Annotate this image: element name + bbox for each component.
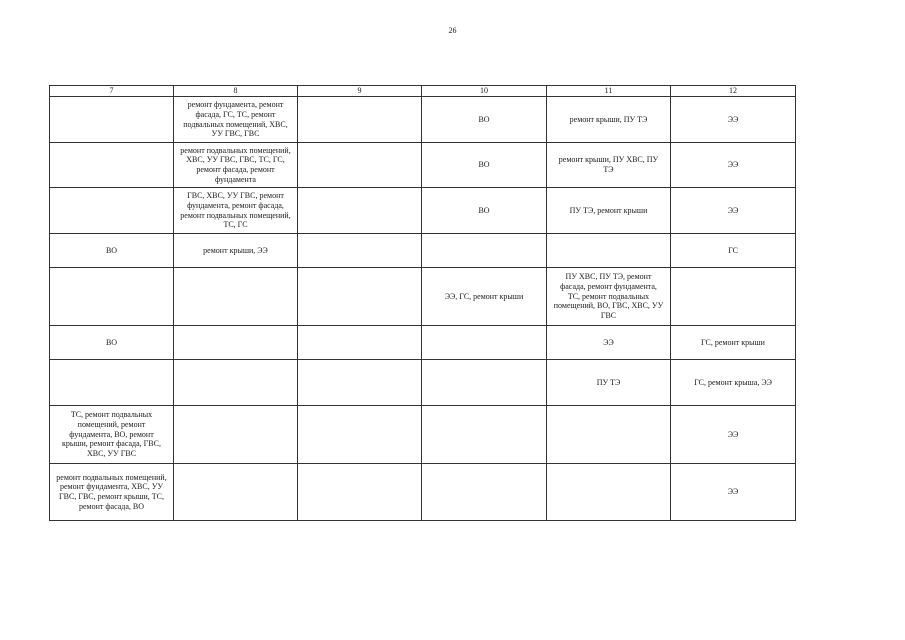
table-cell [50, 188, 174, 234]
table-cell: ВО [422, 97, 547, 143]
table-cell [298, 234, 422, 268]
column-header: 7 [50, 86, 174, 97]
table-cell: ГВС, ХВС, УУ ГВС, ремонт фундамента, ремонт фасада, ремонт подвальных помещений, ТС, ГС [174, 188, 298, 234]
table-cell [422, 326, 547, 360]
table-cell [298, 464, 422, 521]
table-cell [547, 406, 671, 464]
table-cell [174, 268, 298, 326]
table-cell [298, 188, 422, 234]
table-cell [50, 268, 174, 326]
table-cell [50, 360, 174, 406]
table-cell: ремонт крыши, ПУ ТЭ [547, 97, 671, 143]
table-cell: ПУ ТЭ, ремонт крыши [547, 188, 671, 234]
table-cell [547, 234, 671, 268]
table-cell: ВО [422, 143, 547, 188]
table-cell [422, 406, 547, 464]
table-row [50, 234, 796, 268]
column-header: 11 [547, 86, 671, 97]
page-number: 26 [448, 26, 457, 35]
table-row [50, 268, 796, 326]
table-cell [547, 464, 671, 521]
table-cell [298, 97, 422, 143]
column-header: 9 [298, 86, 422, 97]
table-cell: ЭЭ [671, 464, 796, 521]
table-cell [298, 268, 422, 326]
table-cell: ЭЭ [671, 406, 796, 464]
data-table [49, 85, 796, 521]
table-cell: ПУ ХВС, ПУ ТЭ, ремонт фасада, ремонт фундамента, ТС, ремонт подвальных помещений, ВО, ГВС, ХВС, УУ ГВС [547, 268, 671, 326]
table-cell [298, 406, 422, 464]
table-cell: ЭЭ [671, 188, 796, 234]
table-row [50, 326, 796, 360]
column-header: 10 [422, 86, 547, 97]
table-cell [422, 360, 547, 406]
column-header: 12 [671, 86, 796, 97]
table-cell: ГС [671, 234, 796, 268]
table-cell [50, 97, 174, 143]
table-cell: ТС, ремонт подвальных помещений, ремонт фундамента, ВО, ремонт крыши, ремонт фасада, ГВС, ХВС, УУ ГВС [50, 406, 174, 464]
table-cell: ЭЭ, ГС, ремонт крыши [422, 268, 547, 326]
table-cell: ремонт крыши, ПУ ХВС, ПУ ТЭ [547, 143, 671, 188]
table-cell: ВО [50, 326, 174, 360]
table-cell: ремонт фундамента, ремонт фасада, ГС, ТС, ремонт подвальных помещений, ХВС, УУ ГВС, ГВС [174, 97, 298, 143]
table-cell [50, 143, 174, 188]
table-cell: ЭЭ [671, 143, 796, 188]
table-cell: ГС, ремонт крыша, ЭЭ [671, 360, 796, 406]
table-cell [298, 326, 422, 360]
table-cell: ремонт крыши, ЭЭ [174, 234, 298, 268]
table-cell [671, 268, 796, 326]
table-cell: ремонт подвальных помещений, ремонт фундамента, ХВС, УУ ГВС, ГВС, ремонт крыши, ТС, ремонт фасада, ВО [50, 464, 174, 521]
table-row [50, 97, 796, 143]
table-cell: ремонт подвальных помещений, ХВС, УУ ГВС, ГВС, ТС, ГС, ремонт фасада, ремонт фундамента [174, 143, 298, 188]
table-cell: ВО [50, 234, 174, 268]
table-row [50, 360, 796, 406]
table-cell: ВО [422, 188, 547, 234]
table-cell [174, 464, 298, 521]
table-cell: ПУ ТЭ [547, 360, 671, 406]
table-row [50, 406, 796, 464]
table-cell [422, 464, 547, 521]
table-row [50, 188, 796, 234]
table-cell [422, 234, 547, 268]
table-cell [174, 326, 298, 360]
header-row [50, 86, 796, 97]
table-cell [298, 360, 422, 406]
table-cell [174, 360, 298, 406]
table-cell [298, 143, 422, 188]
table-cell [174, 406, 298, 464]
table-cell: ЭЭ [547, 326, 671, 360]
table-row [50, 143, 796, 188]
table-cell: ЭЭ [671, 97, 796, 143]
table-row [50, 464, 796, 521]
column-header: 8 [174, 86, 298, 97]
table-cell: ГС, ремонт крыши [671, 326, 796, 360]
